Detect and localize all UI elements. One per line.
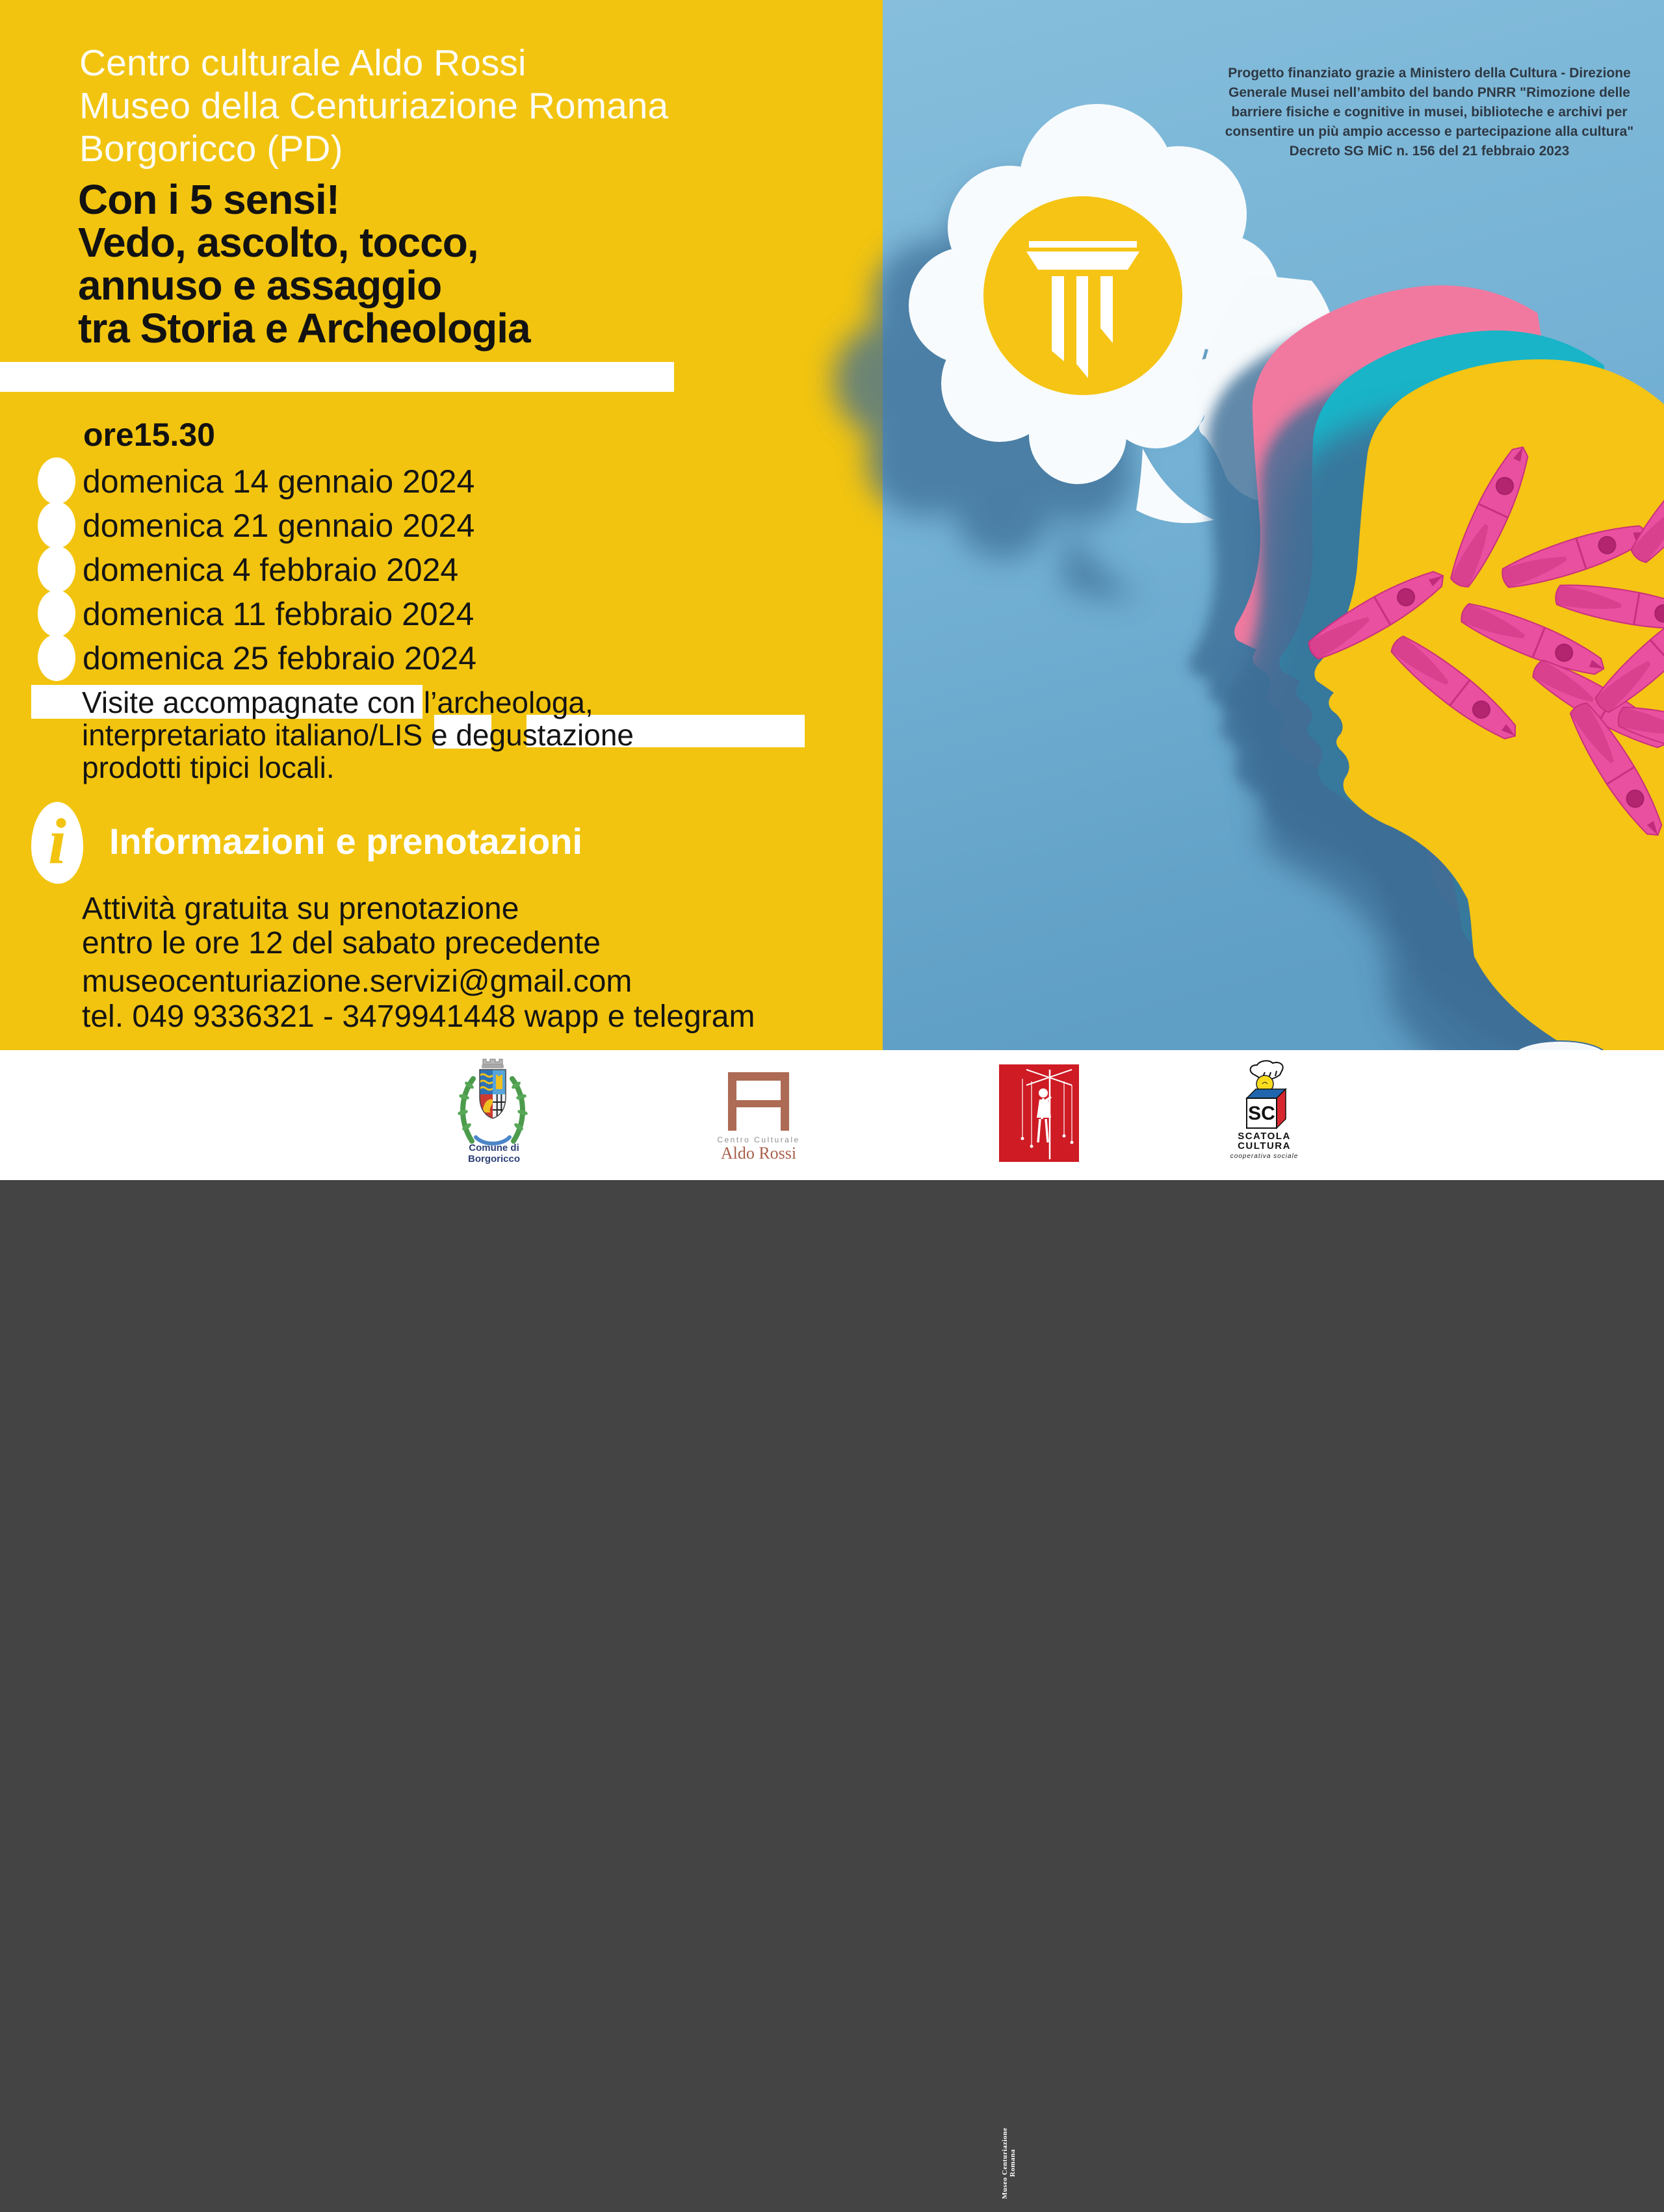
- aldo-rossi-caption-small: Centro Culturale: [717, 1135, 800, 1144]
- date-bullet: [38, 546, 75, 593]
- info-icon-glyph: i: [48, 805, 66, 877]
- venue-line: Centro culturale Aldo Rossi: [79, 42, 526, 84]
- date-bullet: [38, 502, 75, 548]
- funding-note: [1219, 64, 1640, 161]
- museo-centuriazione-groma-icon: [999, 1064, 1079, 1162]
- scatola-caption: [1217, 1131, 1312, 1151]
- scatola-caption-line: SCATOLA: [1238, 1131, 1291, 1142]
- aldo-rossi-frame-icon: [728, 1072, 789, 1131]
- date-label: domenica 14 gennaio 2024: [83, 463, 475, 500]
- info-label: Informazioni e prenotazioni: [109, 821, 583, 862]
- date-list: [0, 459, 780, 680]
- comune-caption-line: Comune di: [469, 1142, 519, 1153]
- right-panel: [883, 0, 1664, 1050]
- contact-email: museocenturiazione.servizi@gmail.com: [82, 964, 632, 999]
- date-label: domenica 11 febbraio 2024: [83, 596, 474, 632]
- description-line: prodotti tipici locali.: [82, 751, 335, 784]
- funding-line: Decreto SG MiC n. 156 del 21 febbraio 2023: [1289, 144, 1570, 159]
- logo-strip: [0, 1050, 1664, 2200]
- scatola-caption-line: CULTURA: [1238, 1140, 1291, 1151]
- description-line: interpretariato italiano/LIS e degustazione: [82, 718, 634, 752]
- funding-line: barriere fisiche e cognitive in musei, biblioteche e archivi per: [1231, 105, 1628, 120]
- left-panel: [0, 0, 883, 1050]
- date-bullet: [38, 457, 75, 504]
- description-text: [82, 686, 862, 784]
- info-icon: [31, 802, 83, 884]
- comune-caption: [441, 1142, 547, 1164]
- venue-line: Borgoricco (PD): [79, 128, 343, 170]
- comune-caption-line: Borgoricco: [467, 1153, 520, 1164]
- divider-bar: [0, 362, 674, 392]
- scatola-subcaption: cooperativa sociale: [1230, 1153, 1299, 1160]
- date-row: [0, 547, 780, 591]
- funding-line: consentire un più ampio accesso e partecipazione alla cultura": [1225, 124, 1634, 139]
- funding-line: Generale Musei nell’ambito del bando PNRR "Rimozione delle: [1228, 85, 1630, 100]
- date-row: [0, 503, 780, 547]
- info-row: [0, 798, 845, 889]
- date-label: domenica 25 febbraio 2024: [83, 640, 477, 676]
- title-line: Vedo, ascolto, tocco,: [78, 219, 478, 266]
- scatola-box-label: SC: [1248, 1103, 1275, 1124]
- scatola-cultura-box-icon: [1235, 1059, 1295, 1131]
- date-bullet: [38, 634, 75, 681]
- title-line: Con i 5 sensi!: [78, 176, 340, 223]
- funding-line: Progetto finanziato grazie a Ministero della Cultura - Direzione: [1228, 66, 1631, 81]
- booking-note: [82, 892, 601, 960]
- venue-header: [79, 42, 668, 170]
- event-title: [78, 178, 530, 350]
- venue-line: Museo della Centuriazione Romana: [79, 85, 669, 127]
- date-row: [0, 459, 780, 503]
- title-line: tra Storia e Archeologia: [78, 305, 530, 352]
- museo-caption-vertical: Museo Centuriazione Romana: [1001, 2128, 1017, 2200]
- booking-line: entro le ore 12 del sabato precedente: [82, 926, 601, 960]
- contact-block: [82, 964, 755, 1035]
- comune-borgoricco-crest-icon: [454, 1055, 532, 1146]
- date-label: domenica 21 gennaio 2024: [83, 508, 475, 544]
- date-row: [0, 636, 780, 680]
- booking-line: Attività gratuita su prenotazione: [82, 892, 519, 926]
- date-label: domenica 4 febbraio 2024: [83, 552, 459, 588]
- contact-phone: tel. 049 9336321 - 3479941448 wapp e telegram: [82, 999, 755, 1034]
- date-row: [0, 591, 780, 636]
- aldo-rossi-caption-large: Aldo Rossi: [720, 1144, 797, 1163]
- schedule-time: ore15.30: [83, 417, 215, 453]
- title-line: annuso e assaggio: [78, 262, 442, 309]
- date-bullet: [38, 590, 75, 637]
- description-line: Visite accompagnate con l’archeologa,: [82, 686, 593, 719]
